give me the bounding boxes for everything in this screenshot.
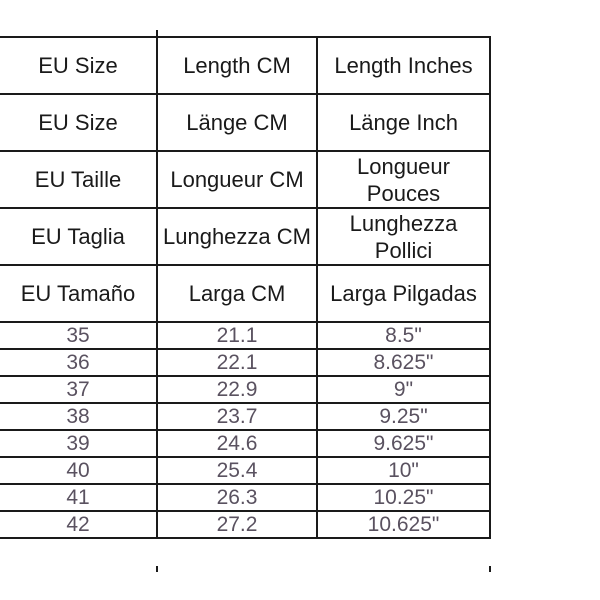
column-divider-bottom [489,566,491,572]
inch-cell: 10.625" [317,511,490,538]
header-size-cell: EU Size [0,94,157,151]
inch-cell: 8.5" [317,322,490,349]
header-inch-cell: Longueur Pouces [317,151,490,208]
table-row [0,484,490,511]
header-cm-cell: Larga CM [157,265,317,322]
header-size-cell: EU Tamaño [0,265,157,322]
header-cm-cell: Länge CM [157,94,317,151]
cm-cell: 27.2 [157,511,317,538]
table-row [0,430,490,457]
inch-cell: 9" [317,376,490,403]
header-cm-cell: Lunghezza CM [157,208,317,265]
cm-cell: 22.9 [157,376,317,403]
size-cell: 39 [0,430,157,457]
inch-cell: 9.25" [317,403,490,430]
size-cell: 41 [0,484,157,511]
header-cm-cell: Length CM [157,37,317,94]
size-chart-table [0,36,491,539]
cm-cell: 26.3 [157,484,317,511]
cm-cell: 21.1 [157,322,317,349]
cm-cell: 23.7 [157,403,317,430]
table-row [0,511,490,538]
header-size-cell: EU Taglia [0,208,157,265]
column-divider-bottom [156,566,158,572]
header-cm-cell: Longueur CM [157,151,317,208]
table-row [0,457,490,484]
cm-cell: 24.6 [157,430,317,457]
size-cell: 35 [0,322,157,349]
cm-cell: 22.1 [157,349,317,376]
table-row [0,403,490,430]
inch-cell: 10.25" [317,484,490,511]
header-row-spanish [0,265,490,322]
header-row-french [0,151,490,208]
header-size-cell: EU Taille [0,151,157,208]
inch-cell: 9.625" [317,430,490,457]
size-cell: 42 [0,511,157,538]
size-cell: 40 [0,457,157,484]
size-cell: 38 [0,403,157,430]
table-row [0,349,490,376]
cm-cell: 25.4 [157,457,317,484]
table-row [0,376,490,403]
header-inch-cell: Length Inches [317,37,490,94]
inch-cell: 10" [317,457,490,484]
header-row-english [0,37,490,94]
header-inch-cell: Länge Inch [317,94,490,151]
header-size-cell: EU Size [0,37,157,94]
header-inch-cell: Lunghezza Pollici [317,208,490,265]
header-inch-cell: Larga Pilgadas [317,265,490,322]
size-cell: 37 [0,376,157,403]
size-cell: 36 [0,349,157,376]
header-row-italian [0,208,490,265]
inch-cell: 8.625" [317,349,490,376]
table-row [0,322,490,349]
header-row-german [0,94,490,151]
